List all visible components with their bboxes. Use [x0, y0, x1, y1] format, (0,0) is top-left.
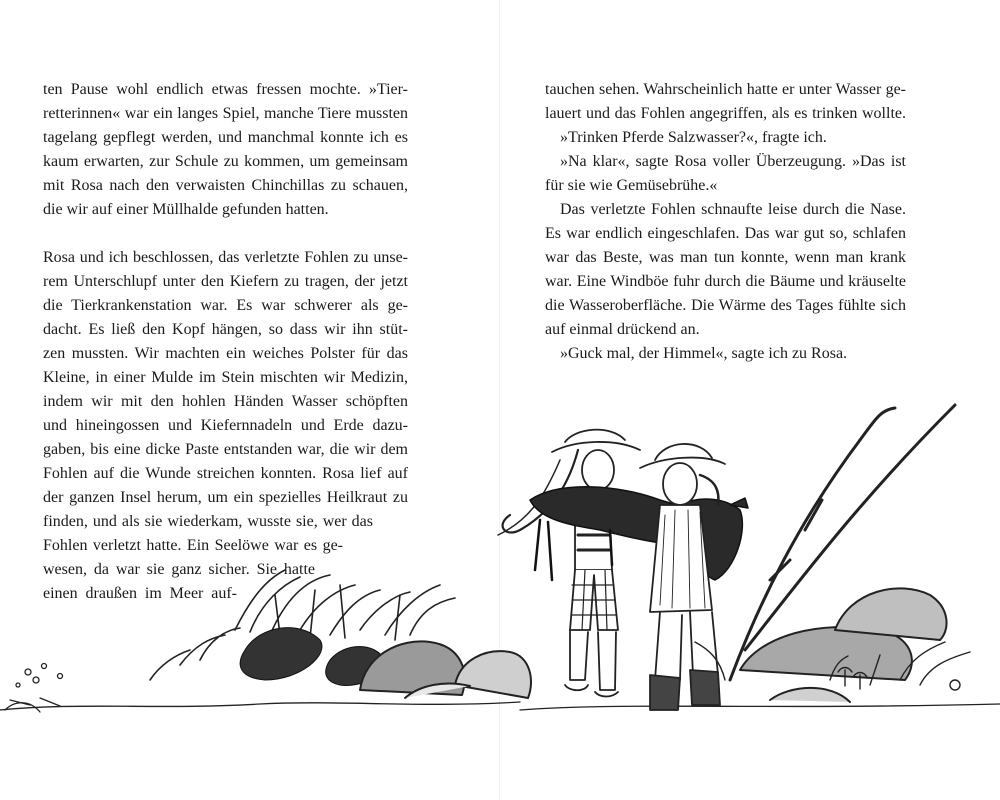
text-line: gaben, bis eine dicke Paste entstanden war, die wir dem	[43, 441, 408, 458]
text-line: indem wir mit den hohlen Händen Wasser schöpften	[43, 393, 408, 410]
text-line: Kleine, in einer Mulde im Stein mischten wir Medizin,	[43, 369, 408, 386]
text-line: mit Rosa nach den verwaisten Chinchillas zu schauen,	[43, 177, 408, 194]
text-line: einen draußen im Meer auf-	[43, 585, 237, 602]
text-line: die Wasseroberfläche. Die Wärme des Tages fühlte sich	[545, 297, 906, 314]
text-line: Fohlen auf die Wunde streichen konnten. Rosa lief auf	[43, 465, 408, 482]
text-line: finden, und als sie wiederkam, wusste sie, wer das	[43, 513, 373, 530]
text-line: und hineingossen und Kiefernnadeln und Erde dazu-	[43, 417, 408, 434]
two-girls-carrying-foal-illustration-icon	[0, 380, 1000, 720]
ground-right	[520, 704, 1000, 710]
text-line: rem Unterschlupf unter den Kiefern zu tragen, der jetzt	[43, 273, 408, 290]
text-line: kaum erwarten, zur Schule zu kommen, um gemeinsam	[43, 153, 408, 170]
text-line: »Trinken Pferde Salzwasser?«, fragte ich.	[560, 129, 827, 146]
text-line: retterinnen« war ein langes Spiel, manche Tiere mussten	[43, 105, 408, 122]
foal	[530, 487, 748, 580]
text-line: tagelang gepflegt werden, und manchmal konnte ich es	[43, 129, 408, 146]
text-line: Rosa und ich beschlossen, das verletzte Fohlen zu unse-	[43, 249, 408, 266]
text-line: »Na klar«, sagte Rosa voller Überzeugung. »Das ist	[560, 153, 906, 170]
text-line: tauchen sehen. Wahrscheinlich hatte er unter Wasser ge-	[545, 81, 906, 98]
text-line: für sie wie Gemüsebrühe.«	[545, 177, 718, 194]
text-line: auf einmal drückend an.	[545, 321, 700, 338]
text-line: ten Pause wohl endlich etwas fressen mochte. »Tier-	[43, 81, 408, 98]
rocks-left	[360, 641, 531, 698]
rocks-right	[740, 588, 947, 702]
text-line: Das verletzte Fohlen schnaufte leise durch die Nase.	[560, 201, 906, 218]
text-line: Fohlen verletzt hatte. Ein Seelöwe war es ge-	[43, 537, 343, 554]
text-line: Es war endlich eingeschlafen. Das war gut so, schlafen	[545, 225, 906, 242]
text-line: wesen, da war sie ganz sicher. Sie hatte	[43, 561, 315, 578]
text-line: dacht. Es ließ den Kopf hängen, so dass wir ihn stüt-	[43, 321, 408, 338]
text-line: die wir auf einer Müllhalde gefunden hatten.	[43, 201, 329, 218]
text-line: zen mussten. Wir machten ein weiches Polster für das	[43, 345, 408, 362]
text-line: lauert und das Fohlen angegriffen, als es trinken wollte.	[545, 105, 906, 122]
text-line: die Tierkrankenstation war. Es war schwerer als ge-	[43, 297, 408, 314]
text-line: »Guck mal, der Himmel«, sagte ich zu Rosa.	[560, 345, 848, 362]
text-line: war. Eine Windböe fuhr durch die Bäume und kräuselte	[545, 273, 906, 290]
text-line: der ganzen Insel herum, um ein spezielles Heilkraut zu	[43, 489, 408, 506]
text-line: war das Beste, was man tun konnte, wenn man krank	[545, 249, 906, 266]
